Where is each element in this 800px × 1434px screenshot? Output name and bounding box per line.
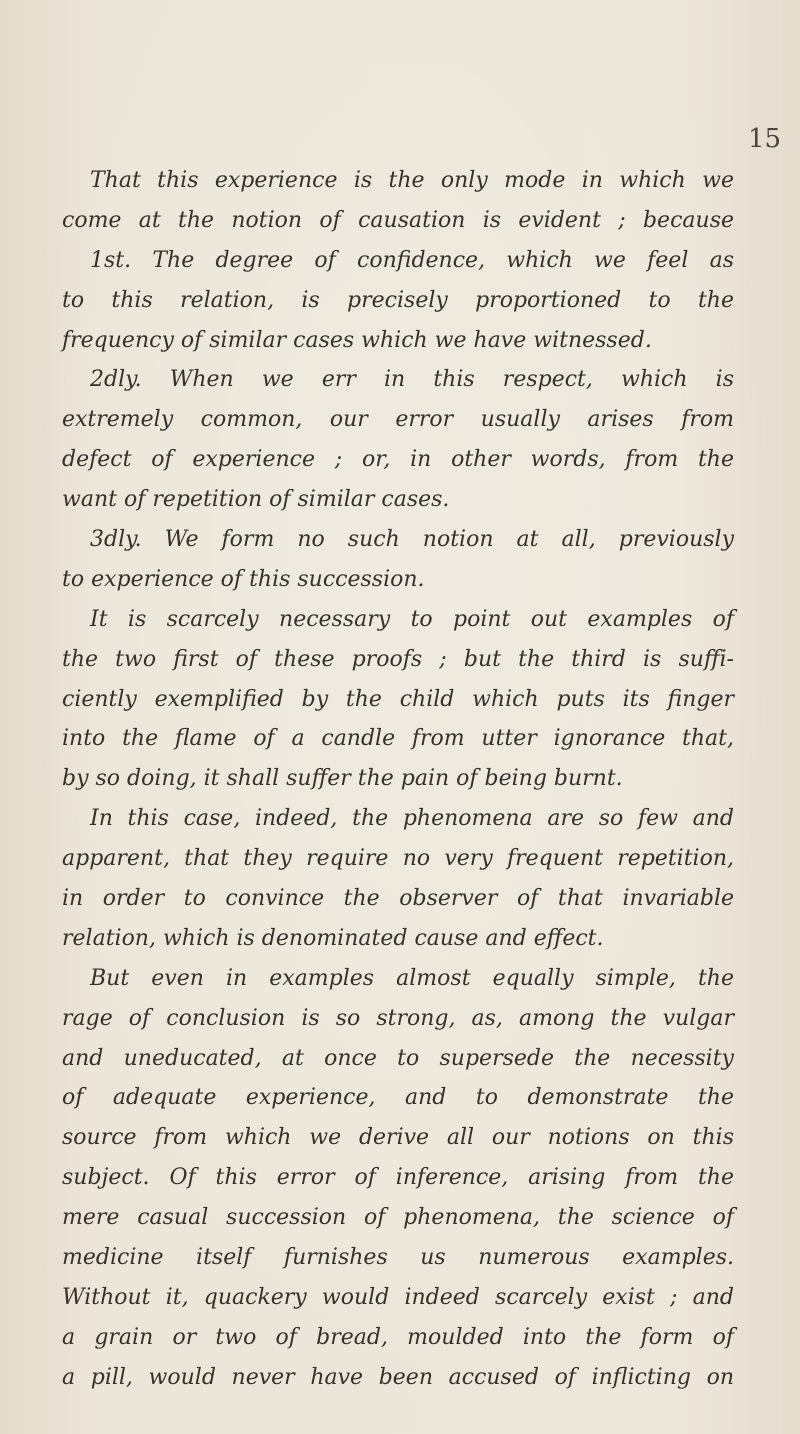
- text-line: defect of experience ; or, in other words, from the: [62, 447, 734, 473]
- text-line: That this experience is the only mode in which we: [90, 168, 734, 193]
- text-line: subject. Of this error of inference, arising from the: [62, 1165, 734, 1191]
- text-line: apparent, that they require no very frequent repetition,: [62, 846, 734, 872]
- text-line: frequency of similar cases which we have witnessed.: [62, 327, 652, 353]
- page-number: 15: [748, 124, 782, 154]
- text-line: relation, which is denominated cause and effect.: [62, 925, 604, 951]
- text-line: medicine itself furnishes us numerous examples.: [62, 1245, 734, 1271]
- text-line: mere casual succession of phenomena, the science of: [62, 1205, 734, 1231]
- text-line: into the flame of a candle from utter ignorance that,: [62, 726, 734, 752]
- text-line: It is scarcely necessary to point out examples of: [90, 606, 734, 632]
- text-line: 2dly. When we err in this respect, which is: [90, 367, 734, 393]
- text-line: by so doing, it shall suffer the pain of being burnt.: [62, 766, 623, 792]
- text-line: come at the notion of causation is evident ; because: [62, 207, 734, 233]
- text-line: to experience of this succession.: [62, 566, 425, 592]
- text-line: in order to convince the observer of that invariable: [62, 886, 734, 912]
- text-line: the two first of these proofs ; but the third is suffi-: [62, 646, 734, 672]
- text-line: want of repetition of similar cases.: [62, 487, 450, 513]
- text-line: source from which we derive all our notions on this: [62, 1125, 734, 1151]
- text-line: extremely common, our error usually arises from: [62, 407, 734, 433]
- text-line: of adequate experience, and to demonstrate the: [62, 1085, 734, 1111]
- text-line: ciently exemplified by the child which puts its finger: [62, 686, 734, 712]
- text-line: But even in examples almost equally simple, the: [90, 965, 734, 991]
- text-line: rage of conclusion is so strong, as, among the vulgar: [62, 1005, 734, 1031]
- text-line: 1st. The degree of confidence, which we feel as: [90, 247, 734, 273]
- text-line: 3dly. We form no such notion at all, previously: [90, 527, 734, 553]
- text-line: Without it, quackery would indeed scarcely exist ; and: [62, 1284, 734, 1310]
- text-line: and uneducated, at once to supersede the necessity: [62, 1045, 734, 1071]
- body-text: [62, 161, 734, 1398]
- text-line: to this relation, is precisely proportioned to the: [62, 287, 734, 313]
- text-line: a pill, would never have been accused of inflicting on: [62, 1364, 734, 1390]
- text-line: a grain or two of bread, moulded into the form of: [62, 1324, 734, 1350]
- text-line: In this case, indeed, the phenomena are so few and: [90, 806, 734, 832]
